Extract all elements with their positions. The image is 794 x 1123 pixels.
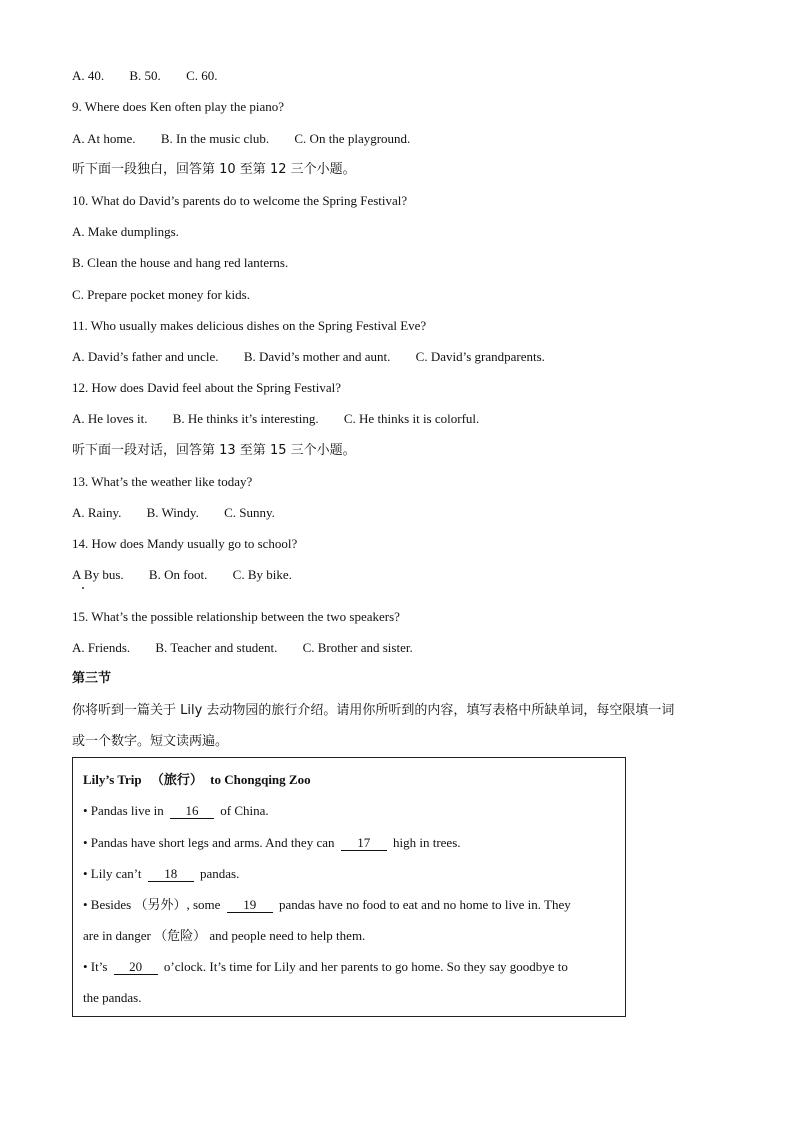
q9-options	[72, 131, 410, 147]
line20-post: o’clock. It’s time for Lily and her parents to go home. So they say goodbye to	[163, 959, 568, 974]
blank-18[interactable]: 18	[148, 867, 194, 882]
table-line-19	[83, 897, 571, 913]
table-line-17	[83, 835, 461, 851]
q15-option-c: C. Brother and sister.	[302, 640, 413, 655]
table-line-goodbye: the pandas.	[83, 990, 142, 1005]
q10-option-a: A. Make dumplings.	[72, 224, 179, 239]
line19-post: pandas have no food to eat and no home to live in. They	[278, 897, 571, 912]
blank-19[interactable]: 19	[227, 898, 273, 913]
section3-instruction-line2: 或一个数字。短文读两遍。	[72, 734, 229, 749]
q15-options	[72, 640, 413, 656]
q12-options	[72, 411, 479, 427]
q10-option-b: B. Clean the house and hang red lanterns.	[72, 255, 289, 270]
instruction-q10-12: 听下面一段独白，回答第 10 至第 12 三个小题。	[72, 162, 356, 177]
q14-option-b: B. On foot.	[148, 567, 208, 582]
q9-option-a: A. At home.	[72, 131, 136, 146]
q15-question: 15. What’s the possible relationship between the two speakers?	[72, 609, 400, 624]
section3-instruction-line1: 你将听到一篇关于 Lily 去动物园的旅行介绍。请用你所听到的内容，填写表格中所缺单词，每空限填一词	[72, 703, 675, 718]
q8-options	[72, 68, 217, 84]
table-line-20	[83, 959, 568, 975]
q13-option-b: B. Windy.	[146, 505, 199, 520]
q9-question: 9. Where does Ken often play the piano?	[72, 99, 285, 114]
q8-option-b: B. 50.	[129, 68, 161, 83]
line18-pre: • Lily can’t	[83, 866, 142, 881]
table-line-18	[83, 866, 239, 882]
q8-option-c: C. 60.	[186, 68, 218, 83]
q10-option-c: C. Prepare pocket money for kids.	[72, 287, 250, 302]
q9-option-c: C. On the playground.	[294, 131, 411, 146]
q14-option-a: A By bus.	[72, 567, 124, 582]
table-title	[83, 772, 311, 789]
q8-option-a: A. 40.	[72, 68, 105, 83]
q11-options	[72, 349, 545, 365]
blank-16[interactable]: 16	[170, 804, 214, 819]
q12-option-c: C. He thinks it is colorful.	[343, 411, 480, 426]
q11-question: 11. Who usually makes delicious dishes on the Spring Festival Eve?	[72, 318, 427, 333]
q15-option-a: A. Friends.	[72, 640, 131, 655]
table-title-en1: Lily’s Trip	[83, 772, 142, 787]
line16-post: of China.	[220, 803, 269, 818]
q11-option-b: B. David’s mother and aunt.	[243, 349, 391, 364]
line20-pre: • It’s	[83, 959, 108, 974]
q14-question: 14. How does Mandy usually go to school?	[72, 536, 298, 551]
section3-heading: 第三节	[72, 671, 112, 686]
q12-question: 12. How does David feel about the Spring Festival?	[72, 380, 341, 395]
blank-20[interactable]: 20	[114, 960, 158, 975]
line18-post: pandas.	[199, 866, 240, 881]
table-title-cn: （旅行）	[150, 773, 203, 788]
line17-pre: • Pandas have short legs and arms. And they can	[83, 835, 335, 850]
q9-option-b: B. In the music club.	[160, 131, 270, 146]
table-line-16	[83, 803, 269, 819]
stray-dot	[82, 587, 84, 589]
q13-option-c: C. Sunny.	[224, 505, 275, 520]
table-line-danger: are in danger （危险） and people need to help them.	[83, 928, 366, 943]
blank-17[interactable]: 17	[341, 836, 387, 851]
instruction-q13-15: 听下面一段对话，回答第 13 至第 15 三个小题。	[72, 443, 356, 458]
q14-option-c: C. By bike.	[232, 567, 292, 582]
q11-option-c: C. David’s grandparents.	[415, 349, 545, 364]
table-title-en2: to Chongqing Zoo	[210, 772, 311, 787]
fill-in-table	[72, 757, 626, 1017]
line17-post: high in trees.	[393, 835, 461, 850]
q14-options	[72, 567, 292, 583]
line19-pre: • Besides （另外）, some	[83, 897, 221, 912]
q15-option-b: B. Teacher and student.	[155, 640, 278, 655]
q12-option-b: B. He thinks it’s interesting.	[172, 411, 319, 426]
q13-options	[72, 505, 275, 521]
q13-question: 13. What’s the weather like today?	[72, 474, 253, 489]
q10-question: 10. What do David’s parents do to welcome the Spring Festival?	[72, 193, 408, 208]
q11-option-a: A. David’s father and uncle.	[72, 349, 219, 364]
q12-option-a: A. He loves it.	[72, 411, 148, 426]
line16-pre: • Pandas live in	[83, 803, 164, 818]
q13-option-a: A. Rainy.	[72, 505, 122, 520]
